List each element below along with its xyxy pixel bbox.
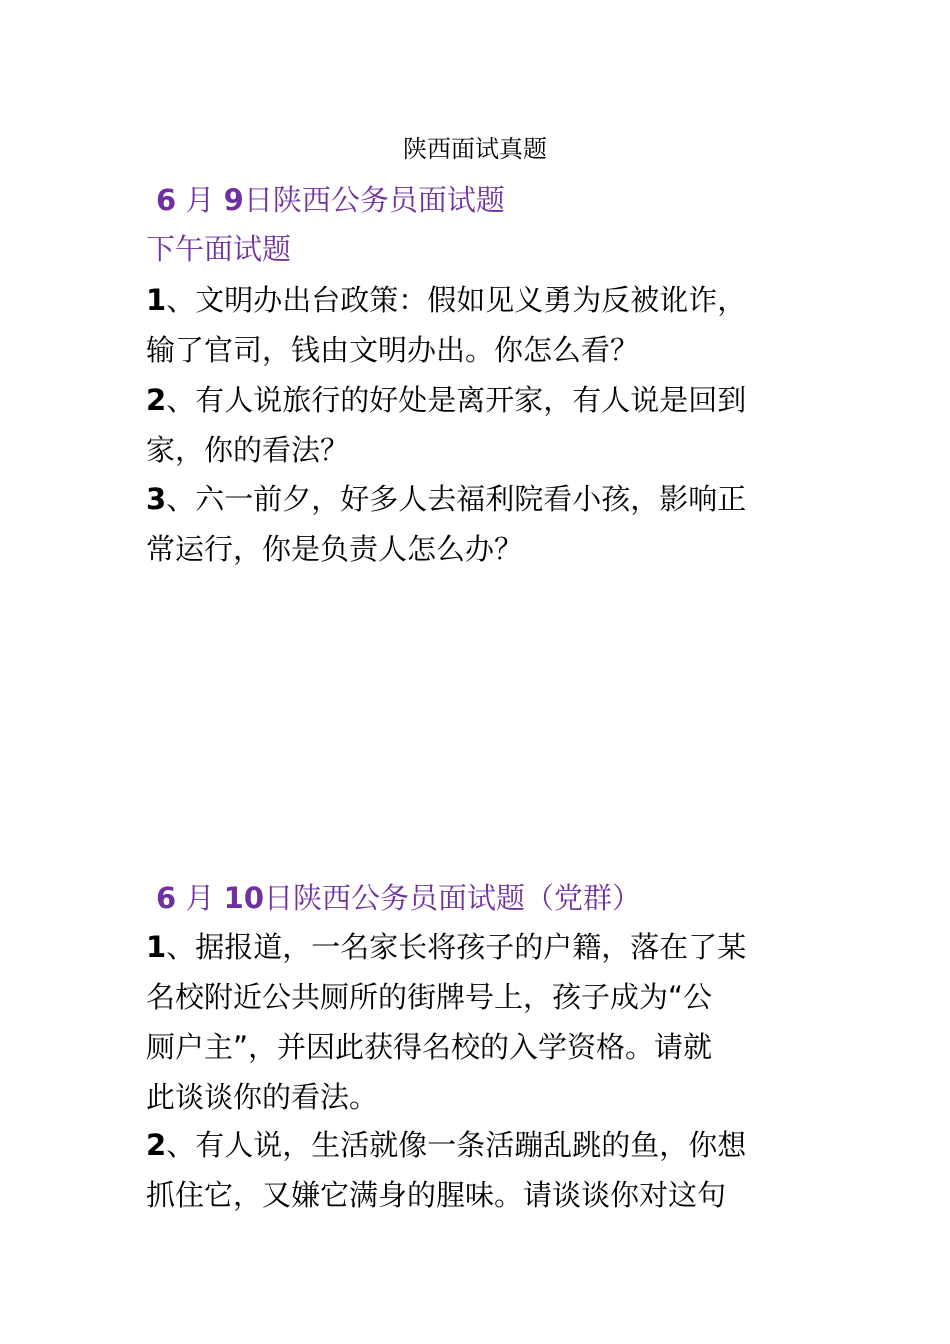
question-text: 、文明办出台政策：假如见义勇为反被讹诈， [166,283,747,317]
question-line [146,922,826,972]
question-text: 、据报道，一名家长将孩子的户籍，落在了某 [166,930,747,964]
question-line: 输了官司，钱由文明办出。你怎么看？ [146,333,640,367]
question-text: 、有人说旅行的好处是离开家，有人说是回到 [166,383,747,417]
section2-question-1 [146,922,826,1122]
question-line [146,474,826,524]
question-text: 、有人说，生活就像一条活蹦乱跳的鱼，你想 [166,1128,747,1162]
question-number: 2 [146,383,167,417]
question-number: 1 [146,283,167,317]
question-number: 3 [146,482,167,516]
section2-heading [146,878,641,918]
section2-heading-text: 日陕西公务员面试题（党群） [264,881,642,915]
question-line: 家，你的看法？ [146,433,350,467]
question-number: 1 [146,930,167,964]
section1-heading-month-number: 6 [156,183,177,217]
question-line: 厕户主”，并因此获得名校的入学资格。请就 [146,1030,713,1064]
section1-question-2 [146,375,826,475]
section2-heading-day-number: 10 [223,881,264,915]
section2-heading-month-number: 6 [156,881,177,915]
question-line [146,275,826,325]
section2-heading-month-char: 月 [185,881,215,915]
document-title: 陕西面试真题 [403,135,547,163]
section1-question-1 [146,275,826,375]
question-line: 此谈谈你的看法。 [146,1080,379,1114]
question-line [146,375,826,425]
question-text: 、六一前夕，好多人去福利院看小孩，影响正 [166,482,747,516]
question-line: 抓住它，又嫌它满身的腥味。请谈谈你对这句 [146,1178,727,1212]
section1-subheading: 下午面试题 [146,232,292,266]
question-line [146,1120,826,1170]
section1-heading-day-number: 9 [223,183,244,217]
question-line: 名校附近公共厕所的街牌号上，孩子成为“公 [146,980,713,1014]
section1-heading-month-char: 月 [185,183,215,217]
question-number: 2 [146,1128,167,1162]
section1-heading-text: 日陕西公务员面试题 [243,183,505,217]
question-line: 常运行，你是负责人怎么办？ [146,532,524,566]
section1-question-3 [146,474,826,574]
section2-question-2 [146,1120,826,1220]
section1-heading [146,180,505,220]
